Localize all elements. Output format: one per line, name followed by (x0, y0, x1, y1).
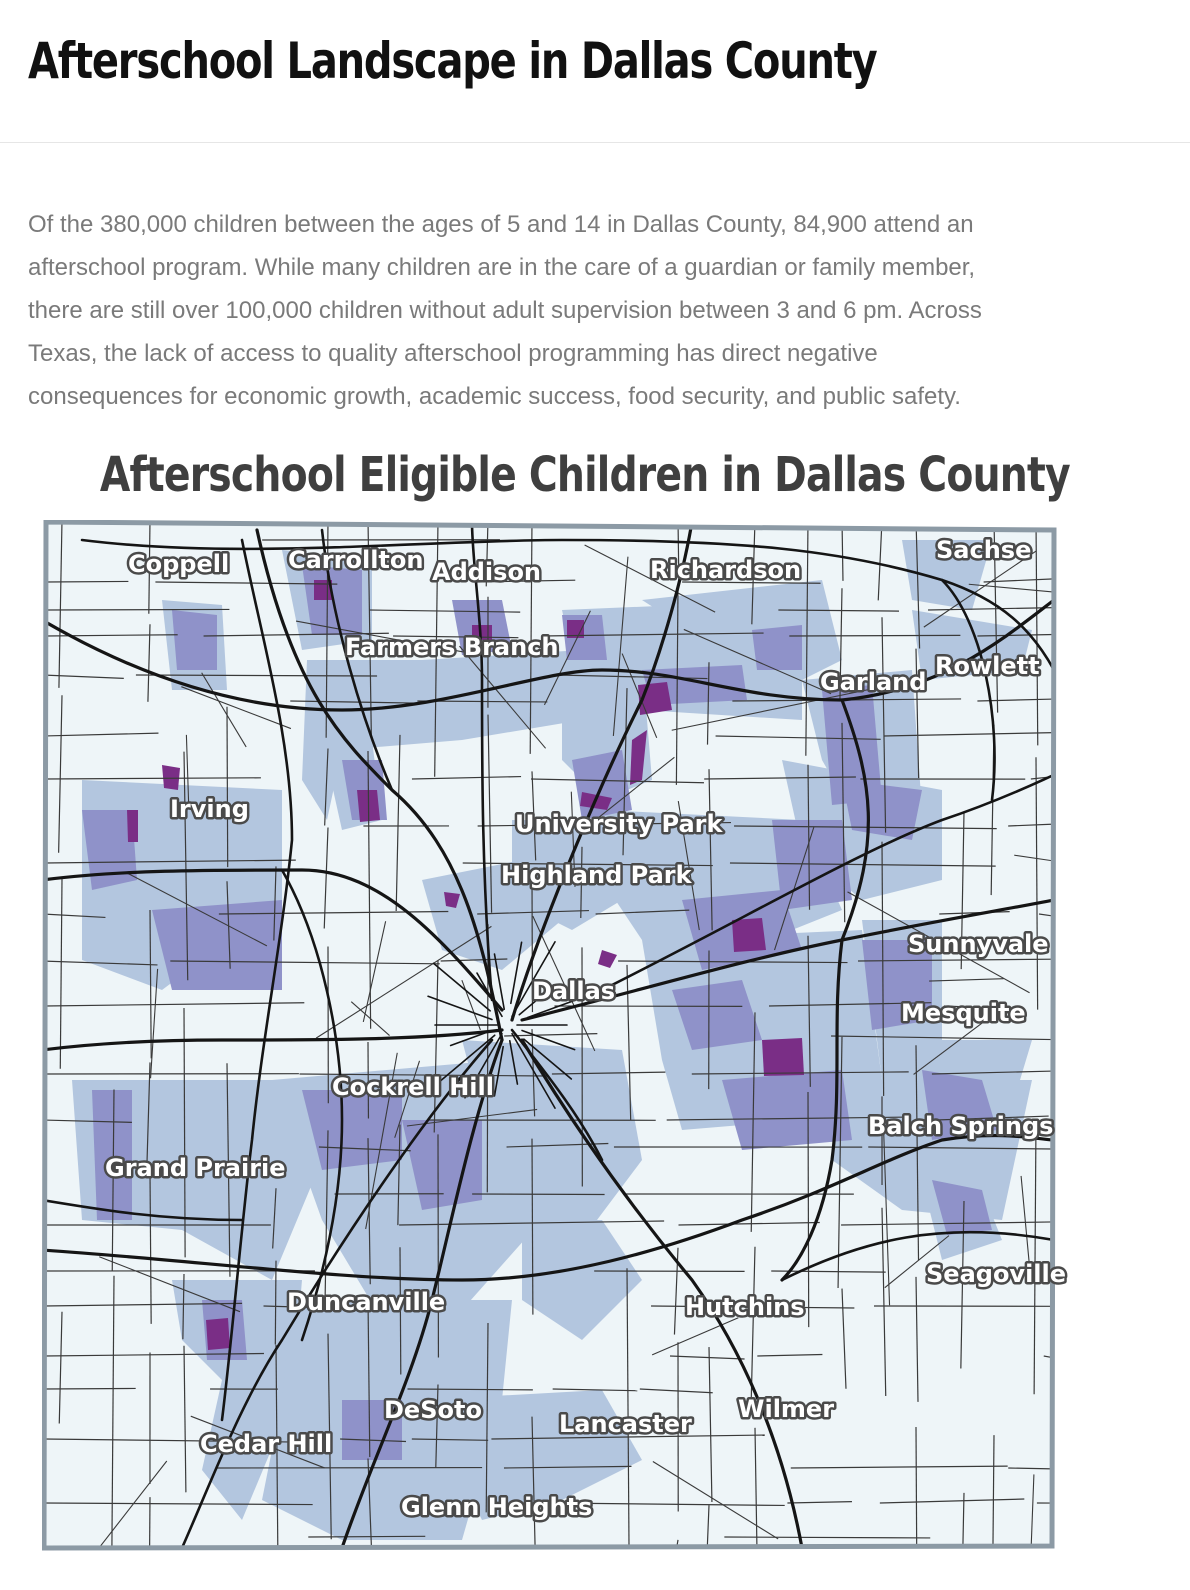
place-label-garland: Garland (820, 668, 927, 696)
place-label-mesquite: Mesquite (901, 999, 1026, 1027)
place-label-balch-springs: Balch Springs (868, 1112, 1054, 1140)
page-header (0, 0, 1190, 143)
place-label-sachse: Sachse (936, 536, 1032, 564)
intro-line: afterschool program. While many children are in the care of a guardian or family member, (28, 254, 976, 281)
place-label-carrollton: Carrollton (288, 546, 424, 574)
place-label-duncanville: Duncanville (287, 1288, 446, 1316)
street (789, 635, 960, 636)
street (916, 1427, 917, 1560)
intro-paragraph (28, 203, 1138, 418)
place-label-university-park: University Park (515, 810, 723, 838)
street (275, 1261, 276, 1345)
street (42, 1388, 136, 1389)
place-label-desoto: DeSoto (384, 1396, 482, 1424)
map-title: Afterschool Eligible Children in Dallas County (99, 447, 1070, 503)
place-label-richardson: Richardson (650, 556, 802, 584)
street (42, 609, 229, 610)
street (407, 1389, 532, 1390)
tract-high (732, 918, 766, 952)
tract-high (162, 765, 180, 790)
tract-high (206, 1318, 230, 1350)
tract-medium (722, 1070, 852, 1150)
place-label-sunnyvale: Sunnyvale (908, 930, 1049, 958)
place-label-seagoville: Seagoville (926, 1260, 1067, 1288)
tract-high (762, 1038, 804, 1076)
page-title: Afterschool Landscape in Dallas County (28, 32, 877, 90)
street (42, 581, 128, 582)
street (881, 1553, 882, 1560)
intro-line: consequences for economic growth, academic success, food security, and public safety. (28, 383, 961, 410)
place-label-cockrell-hill: Cockrell Hill (332, 1073, 494, 1101)
tract-high (127, 810, 138, 842)
street (308, 1536, 425, 1537)
place-label-coppell: Coppell (128, 550, 230, 578)
intro-line: Of the 380,000 children between the ages of 5 and 14 in Dallas County, 84,900 attend an (28, 211, 974, 238)
place-label-wilmer: Wilmer (738, 1395, 835, 1423)
tract-medium (752, 625, 802, 670)
tract-medium (172, 610, 217, 670)
place-label-hutchins: Hutchins (685, 1293, 805, 1321)
place-label-cedar-hill: Cedar Hill (200, 1430, 333, 1458)
place-label-addison: Addison (432, 558, 542, 586)
intro-line: Texas, the lack of access to quality afterschool programming has direct negative (28, 340, 878, 367)
place-label-highland-park: Highland Park (501, 861, 692, 889)
place-label-irving: Irving (170, 795, 249, 823)
place-label-rowlett: Rowlett (935, 652, 1040, 680)
place-label-farmers-branch: Farmers Branch (345, 633, 559, 661)
place-label-glenn-heights: Glenn Heights (401, 1493, 593, 1521)
place-label-lancaster: Lancaster (559, 1410, 692, 1438)
intro-line: there are still over 100,000 children without adult supervision between 3 and 6 pm. Across (28, 297, 982, 324)
place-label-grand-prairie: Grand Prairie (105, 1154, 286, 1182)
street (227, 707, 228, 867)
place-label-dallas: Dallas (532, 977, 616, 1005)
street (808, 1092, 809, 1327)
dallas-county-map[interactable] (42, 520, 1072, 1570)
